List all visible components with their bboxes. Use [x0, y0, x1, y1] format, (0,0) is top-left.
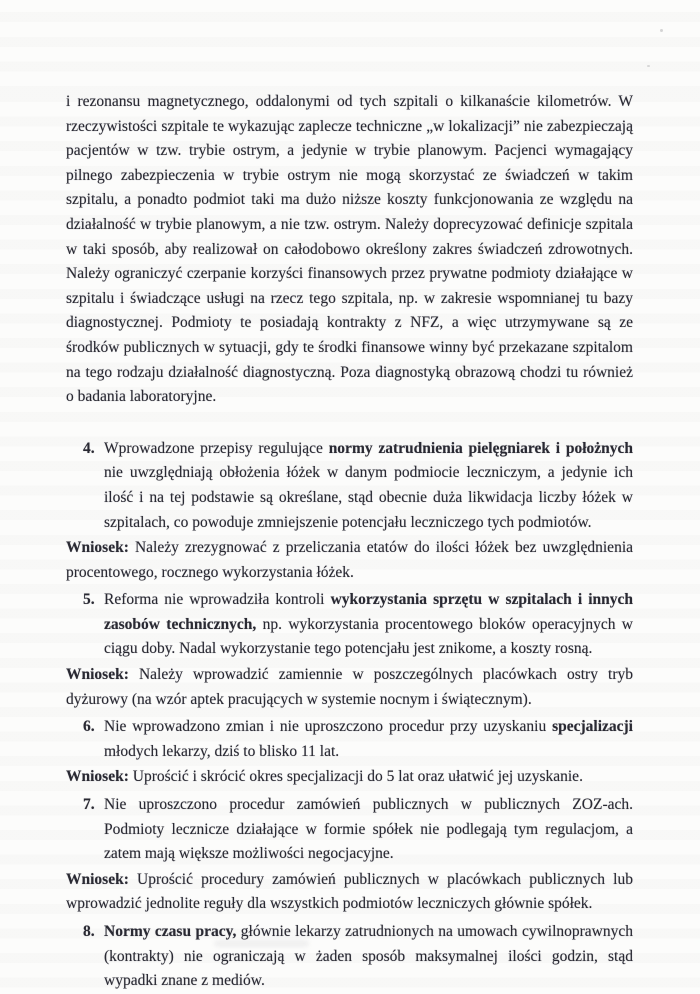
item-text: Nie wprowadzono zmian i nie uproszczono procedur przy uzyskaniu — [104, 718, 553, 736]
item-number: 4. — [83, 439, 95, 457]
wniosek-paragraph-4 — [66, 536, 633, 585]
item-text: głównie lekarzy zatrudnionych na umowach cywilnoprawnych (kontrakty) nie ograniczają w żaden sposób maksymalnej ilości godzin, stąd wypadki znane z mediów. — [104, 923, 633, 990]
scan-speck — [660, 29, 663, 32]
item-text: Nie uproszczono procedur zamówień publicznych w publicznych ZOZ-ach. Podmioty lecznicze działające w formie spółek nie podlegają tym regulacjom, a zatem mają większe możliwości negocjacyjne. — [104, 796, 633, 863]
item-text: np. wykorzystania procentowego bloków operacyjnych w ciągu doby. Nadal wykorzystanie tego potencjału jest znikome, a koszty rosną. — [104, 615, 633, 658]
wniosek-text: Uprościć i skrócić okres specjalizacji do 5 lat oraz ułatwić jej uzyskanie. — [128, 768, 583, 786]
list-item-7 — [66, 793, 633, 867]
wniosek-text: Należy wprowadzić zamiennie w poszczególnych placówkach ostry tryb dyżurowy (na wzór aptek pracujących w systemie nocnym i świątecznym). — [66, 666, 633, 708]
list-item-6 — [66, 715, 633, 764]
wniosek-paragraph-7 — [66, 868, 633, 917]
item-text: młodych lekarzy, dziś to blisko 11 lat. — [104, 742, 340, 760]
item-number: 5. — [83, 591, 95, 609]
item-number: 7. — [83, 796, 95, 814]
item-number: 8. — [83, 923, 95, 940]
document-text-block — [66, 90, 633, 994]
list-item-4 — [66, 437, 633, 535]
wniosek-label: Wniosek: — [66, 870, 129, 888]
wniosek-paragraph-6 — [66, 765, 633, 790]
item-bold-phrase: specjalizacji — [552, 718, 633, 736]
list-item-5 — [66, 588, 633, 662]
wniosek-label: Wniosek: — [66, 539, 129, 557]
item-text: Reforma nie wprowadziła kontroli — [104, 591, 331, 609]
wniosek-text: Należy zrezygnować z przeliczania etatów do ilości łóżek bez uwzględnienia procentowego, rocznego wykorzystania łóżek. — [66, 539, 633, 581]
item-text: nie uwzględniają obłożenia łóżek w danym podmiocie leczniczym, a jedynie ich ilość i na tej podstawie są określane, stąd obecnie duża likwidacja liczby łóżek w szpitalach, co powoduje zmniejszenie potencjału leczniczego tych podmiotów. — [104, 464, 633, 531]
item-bold-phrase: wykorzystania sprzętu w szpitalach i innych zasobów technicznych, — [104, 591, 634, 633]
list-item-8 — [66, 920, 633, 994]
item-bold-phrase: normy zatrudnienia pielęgniarek i położnych — [328, 439, 633, 457]
item-bold-phrase: Normy czasu pracy, — [104, 923, 237, 940]
item-text: Wprowadzone przepisy regulujące — [104, 439, 329, 457]
scan-speck — [647, 65, 650, 67]
wniosek-label: Wniosek: — [66, 768, 129, 786]
item-number: 6. — [83, 718, 95, 736]
wniosek-text: Uprościć procedury zamówień publicznych w placówkach publicznych lub wprowadzić jednolite reguły dla wszystkich podmiotów leczniczych głównie spółek. — [66, 870, 633, 913]
wniosek-paragraph-5 — [66, 663, 633, 712]
wniosek-label: Wniosek: — [66, 666, 129, 684]
intro-paragraph: i rezonansu magnetycznego, oddalonymi od tych szpitali o kilkanaście kilometrów. W rzeczywistości szpitale te wykazując zaplecze techniczne „w lokalizacji” nie zabezpieczają pacjentów w tzw. trybie ostrym, a jedynie w trybie planowym. Pacjenci wymagający pilnego zabezpieczenia w trybie ostrym nie mogą skorzystać ze świadczeń w takim szpitalu, a ponadto podmiot taki ma dużo niższe koszty funkcjonowania ze względu na działalność w trybie planowym, a nie tzw. ostrym. Należy doprecyzować definicje szpitala w taki sposób, aby realizował on całodobowo określony zakres świadczeń zdrowotnych. Należy ograniczyć czerpanie korzyści finansowych przez prywatne podmioty działające w szpitalu i świadczące usługi na rzecz tego szpitala, np. w zakresie wspomnianej tu bazy diagnostycznej. Podmioty te posiadają kontrakty z NFZ, a więc utrzymywane są ze środków publicznych w sytuacji, gdy te środki finansowe winny być przekazane szpitalom na tego rodzaju działalność diagnostyczną. Poza diagnostyką obrazową chodzi tu również o badania laboratoryjne. — [66, 93, 633, 406]
